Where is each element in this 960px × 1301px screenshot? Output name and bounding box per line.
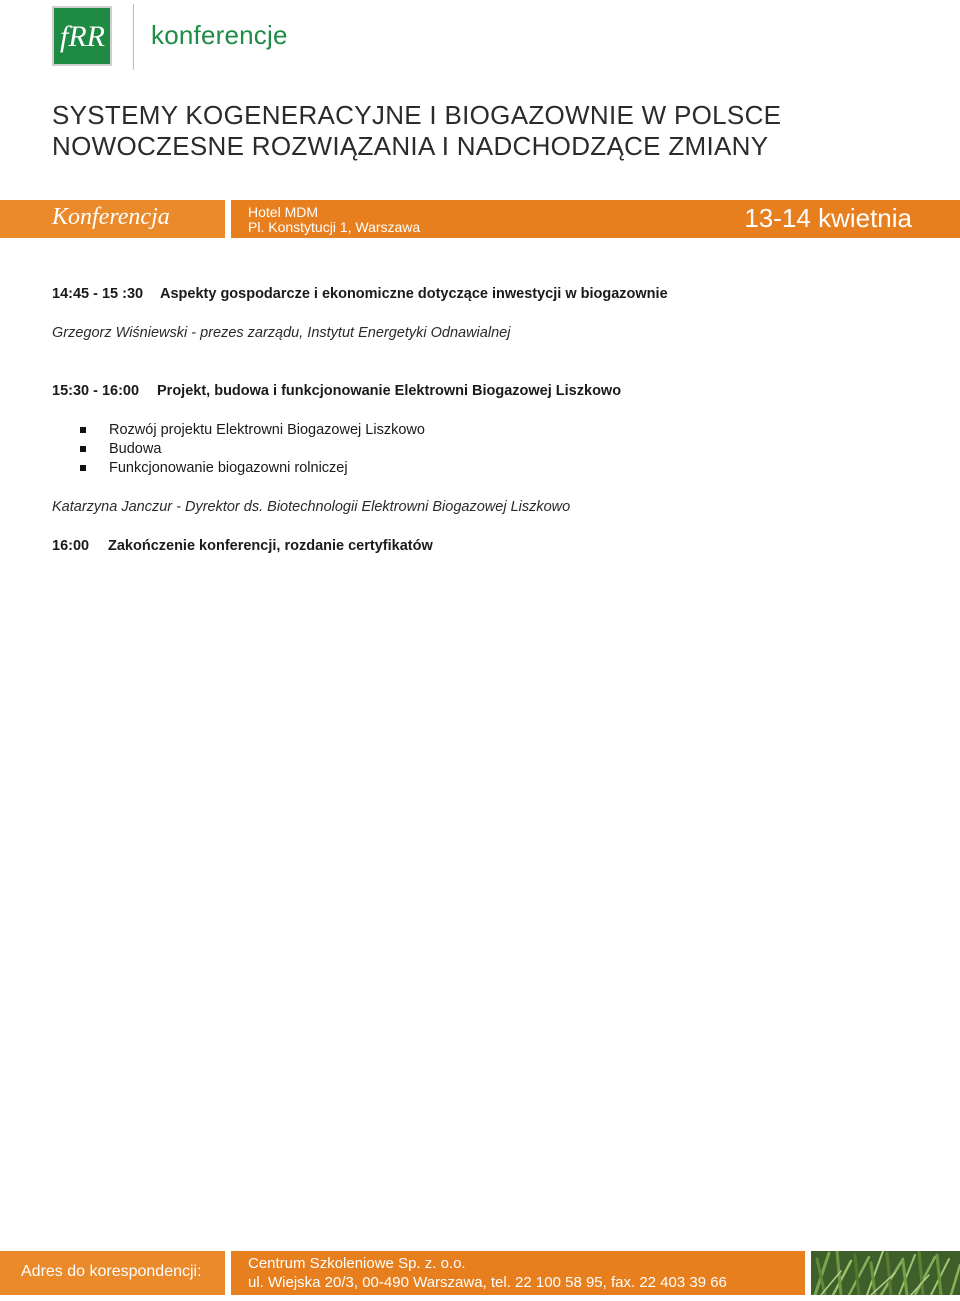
agenda-item-3-heading: [52, 538, 433, 554]
event-dates: 13-14 kwietnia: [744, 203, 912, 233]
venue-name: Hotel MDM: [248, 204, 319, 220]
venue-address: Pl. Konstytucji 1, Warszawa: [248, 219, 421, 235]
list-item-text: Rozwój projektu Elektrowni Biogazowej Liszkowo: [109, 422, 425, 438]
title-line-2: NOWOCZESNE ROZWIĄZANIA I NADCHODZĄCE ZMIANY: [52, 131, 769, 161]
agenda-item-2-points: [80, 421, 425, 478]
footer-label-panel: [0, 1251, 225, 1295]
frr-logo-mark: [58, 16, 106, 56]
title-line-1: SYSTEMY KOGENERACYJNE I BIOGAZOWNIE W POLSCE: [52, 100, 782, 130]
agenda-item-3-time: 16:00: [52, 538, 90, 554]
agenda-item-1-time: 14:45 - 15 :30: [52, 286, 144, 302]
brand-name: konferencje: [151, 20, 288, 50]
frr-logo: [52, 6, 112, 66]
agenda-item-2-heading: [52, 383, 621, 399]
agenda-item-1-topic: Aspekty gospodarcze i ekonomiczne dotyczące inwestycji w biogazownie: [160, 286, 668, 302]
band-right-panel: [231, 200, 960, 238]
bullet-square-icon: [80, 465, 86, 471]
grass-image: [811, 1251, 960, 1295]
list-item-text: Budowa: [109, 441, 162, 457]
grass-illustration: [811, 1251, 960, 1295]
list-item: [80, 459, 425, 478]
agenda-item-1-heading: [52, 286, 668, 302]
band-left-panel: [0, 200, 225, 238]
list-item: [80, 421, 425, 440]
agenda-item-1-speaker: Grzegorz Wiśniewski - prezes zarządu, Instytut Energetyki Odnawialnej: [52, 325, 511, 341]
bullet-square-icon: [80, 427, 86, 433]
footer-address: ul. Wiejska 20/3, 00-490 Warszawa, tel. 22 100 58 95, fax. 22 403 39 66: [248, 1274, 727, 1291]
footer-organization: Centrum Szkoleniowe Sp. z. o.o.: [248, 1255, 466, 1272]
header-divider: [133, 4, 134, 70]
footer-address-panel: [231, 1251, 805, 1295]
agenda-item-3-topic: Zakończenie konferencji, rozdanie certyfikatów: [108, 538, 433, 554]
footer-label: Adres do korespondencji:: [21, 1263, 202, 1280]
agenda-item-2-speaker: Katarzyna Janczur - Dyrektor ds. Biotechnologii Elektrowni Biogazowej Liszkowo: [52, 499, 571, 515]
agenda-item-2-time: 15:30 - 16:00: [52, 383, 140, 399]
band-kicker: Konferencja: [52, 204, 170, 230]
list-item: [80, 440, 425, 459]
bullet-square-icon: [80, 446, 86, 452]
agenda-item-2-topic: Projekt, budowa i funkcjonowanie Elektrowni Biogazowej Liszkowo: [157, 383, 622, 399]
list-item-text: Funkcjonowanie biogazowni rolniczej: [109, 460, 348, 476]
logo-text: fRR: [60, 20, 105, 53]
info-band: [0, 200, 960, 238]
